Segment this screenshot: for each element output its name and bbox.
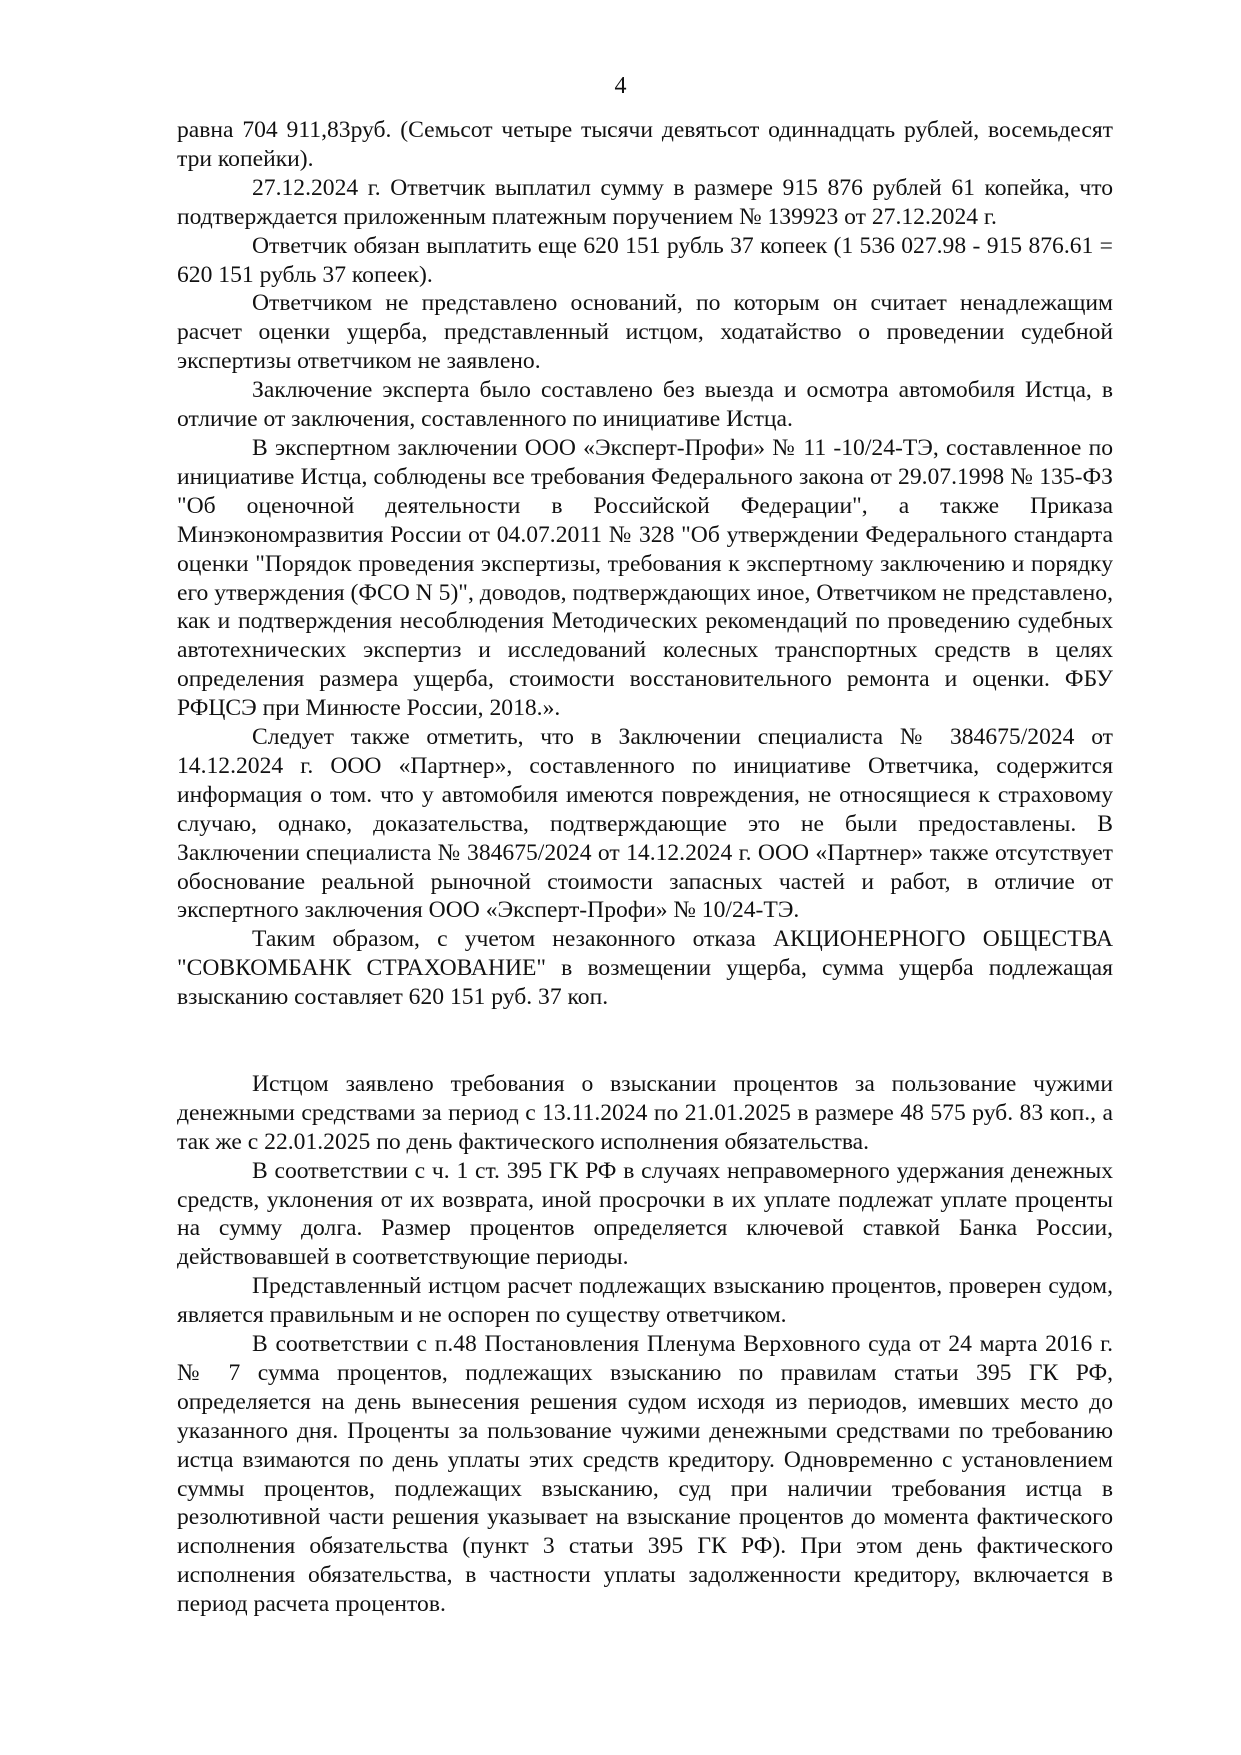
page-number: 4 xyxy=(614,73,627,99)
paragraph: Заключение эксперта было составлено без выезда и осмотра автомобиля Истца, в отличие от заключения, составленного по инициативе Истца. xyxy=(177,377,1113,433)
paragraph: Истцом заявлено требования о взыскании процентов за пользование чужими денежными средствами за период с 13.11.2024 по 21.01.2025 в размере 48 575 руб. 83 коп., а так же с 22.01.2025 по день фактического исполнения обязательства. xyxy=(177,1070,1113,1155)
paragraph: В соответствии с ч. 1 ст. 395 ГК РФ в случаях неправомерного удержания денежных средств, уклонения от их возврата, иной просрочки в их уплате подлежат уплате проценты на сумму долга. Размер процентов определяется ключевой ставкой Банка России, действовавшей в соответствующие периоды. xyxy=(177,1157,1113,1271)
paragraph: Таким образом, с учетом незаконного отказа АКЦИОНЕРНОГО ОБЩЕСТВА "СОВКОМБАНК СТРАХОВАНИЕ" в возмещении ущерба, сумма ущерба подлежащая взысканию составляет 620 151 руб. 37 коп. xyxy=(177,926,1113,1011)
paragraph: Представленный истцом расчет подлежащих взысканию процентов, проверен судом, является правильным и не оспорен по существу ответчиком. xyxy=(177,1273,1113,1329)
paragraph: Ответчик обязан выплатить еще 620 151 рубль 37 копеек (1 536 027.98 - 915 876.61 = 620 151 рубль 37 копеек). xyxy=(177,232,1113,288)
paragraph: Следует также отметить, что в Заключении специалиста № 384675/2024 от 14.12.2024 г. ООО «Партнер», составленного по инициативе Ответчика, содержится информация о том. что у автомобиля имеются повреждения, не относящиеся к страховому случаю, однако, доказательства, подтверждающие это не были предоставлены. В Заключении специалиста № 384675/2024 от 14.12.2024 г. ООО «Партнер» также отсутствует обоснование реальной рыночной стоимости запасных частей и работ, в отличие от экспертного заключения ООО «Эксперт-Профи» № 10/24-ТЭ. xyxy=(177,724,1113,924)
paragraph: В соответствии с п.48 Постановления Пленума Верховного суда от 24 марта 2016 г. № 7 сумма процентов, подлежащих взысканию по правилам статьи 395 ГК РФ, определяется на день вынесения решения судом исходя из периодов, имевших место до указанного дня. Проценты за пользование чужими денежными средствами по требованию истца взимаются по день уплаты этих средств кредитору. Одновременно с установлением суммы процентов, подлежащих взысканию, суд при наличии требования истца в резолютивной части решения указывает на взыскание процентов до момента фактического исполнения обязательства (пункт 3 статьи 395 ГК РФ). При этом день фактического исполнения обязательства, в частности уплаты задолженности кредитору, включается в период расчета процентов. xyxy=(177,1331,1113,1618)
document-body xyxy=(177,116,1113,1619)
paragraph: 27.12.2024 г. Ответчик выплатил сумму в размере 915 876 рублей 61 копейка, что подтверждается приложенным платежным поручением № 139923 от 27.12.2024 г. xyxy=(177,174,1113,230)
paragraph: В экспертном заключении ООО «Эксперт-Профи» № 11 -10/24-ТЭ, составленное по инициативе Истца, соблюдены все требования Федерального закона от 29.07.1998 № 135-ФЗ "Об оценочной деятельности в Российской Федерации", а также Приказа Минэкономразвития России от 04.07.2011 № 328 "Об утверждении Федерального стандарта оценки "Порядок проведения экспертизы, требования к экспертному заключению и порядку его утверждения (ФСО N 5)", доводов, подтверждающих иное, Ответчиком не представлено, как и подтверждения несоблюдения Методических рекомендаций по проведению судебных автотехнических экспертиз и исследований колесных транспортных средств в целях определения размера ущерба, стоимости восстановительного ремонта и оценки. ФБУ РФЦСЭ при Минюсте России, 2018.». xyxy=(177,434,1113,722)
paragraph: равна 704 911,83руб. (Семьсот четыре тысячи девятьсот одиннадцать рублей, восемьдесят три копейки). xyxy=(177,117,1113,172)
paragraph: Ответчиком не представлено оснований, по которым он считает ненадлежащим расчет оценки ущерба, представленный истцом, ходатайство о проведении судебной экспертизы ответчиком не заявлено. xyxy=(177,290,1113,375)
paragraph-gap xyxy=(177,1012,1113,1070)
